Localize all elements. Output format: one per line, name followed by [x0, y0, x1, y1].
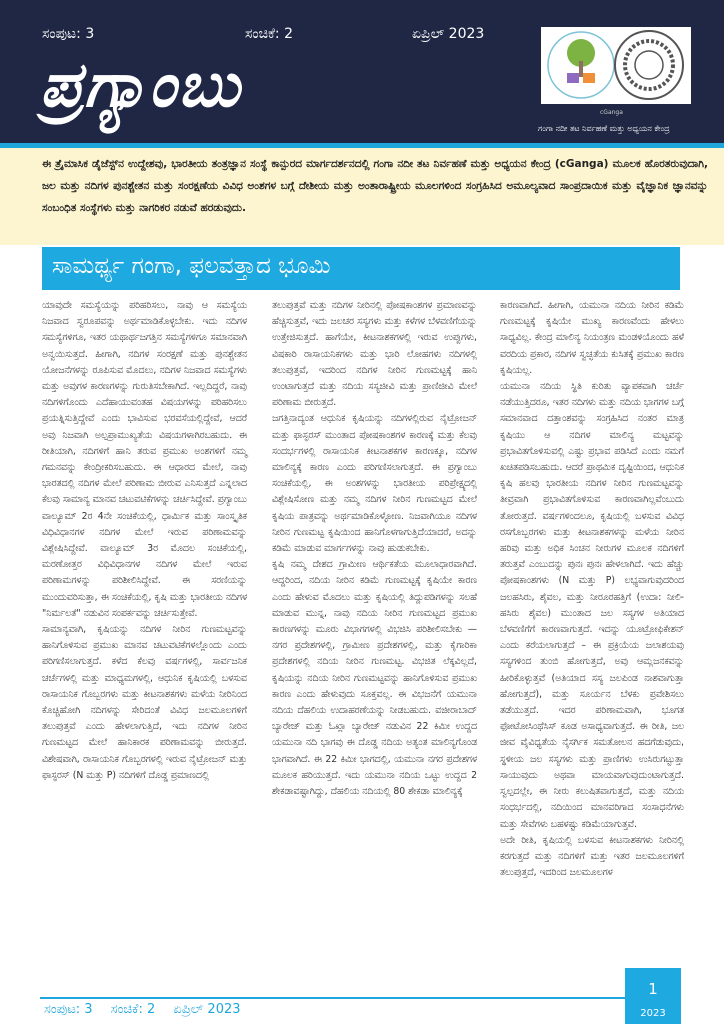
- intro-box: [0, 148, 724, 245]
- masthead-header: [0, 0, 724, 143]
- footer-issue: ಸಂಚಿಕೆ: 2: [110, 1002, 156, 1017]
- article-column-1: [42, 298, 247, 784]
- paragraph: ಯಾವುದೇ ಸಮಸ್ಯೆಯನ್ನು ಪರಿಹರಿಸಲು, ನಾವು ಆ ಸಮಸ್ಯೆಯ ನಿಜವಾದ ಸ್ವರೂಪವನ್ನು ಅರ್ಥಮಾಡಿಕೊಳ್ಳಬೇಕು. ಇದು ನದಿಗಳ ಸಮಸ್ಯೆಗಳಿಗೂ, ಇತರ ಯಥಾರ್ಥಜಗತ್ತಿನ ಸಮಸ್ಯೆಗಳಿಗೂ ಸಮಾನವಾಗಿ ಅನ್ವಯಿಸುತ್ತದೆ. ಹೀಗಾಗಿ, ನದಿಗಳ ಸಂರಕ್ಷಣೆ ಮತ್ತು ಪುನಶ್ಚೇತನ ಯೋಜನೆಗಳನ್ನು ರೂಪಿಸುವ ಮೊದಲು, ನದಿಗಳ ನಿಜವಾದ ಸಮಸ್ಯೆಗಳು ಮತ್ತು ಅವುಗಳ ಕಾರಣಗಳನ್ನು ಗುರುತಿಸಬೇಕಾಗಿದೆ. ಇಲ್ಲದಿದ್ದರೆ, ನಾವು ನದಿಗಳಿಗೊಂದು ಎದೆಹಾಯುವಂತಹ ವಿಷಯಗಳನ್ನು ಪರಿಹರಿಸಲು ಪ್ರಯತ್ನಿಸುತ್ತಿದ್ದೇವೆ ಎಂದು ಭಾವಿಸುವ ಭರವಸೆಯಲ್ಲಿದ್ದೇವೆ, ಆದರೆ ಅವು ನಿಜವಾಗಿ ಅಲ್ಪಪ್ರಾಮುಖ್ಯತೆಯ ವಿಷಯಗಳಾಗಿರಬಹುದು. ಈ ರೀತಿಯಾಗಿ, ನದಿಗಳಿಗೆ ಹಾನಿ ತರುವ ಪ್ರಮುಖ ಅಂಶಗಳಿಗೆ ನಮ್ಮ ಗಮನವನ್ನು ಕೇಂದ್ರೀಕರಿಸಬಹುದು. ಈ ಆಧಾರದ ಮೇಲೆ, ನಾವು ಭಾರತದಲ್ಲಿ ನದಿಗಳ ಮೇಲೆ ಪರಿಣಾಮ ಬೀರುವ ಎನಿಸುತ್ತದೆ ಎನ್ನಲಾದ ಕೆಲವು ಸಾಮಾನ್ಯ ಮಾನವ ಚಟುವಟಿಕೆಗಳನ್ನು ಚರ್ಚಿಸಿದ್ದೇವೆ. ಪ್ರಗ್ಯಾಂಬು ವಾಲ್ಯೂಮ್ 2ರ 4ನೇ ಸಂಚಿಕೆಯಲ್ಲಿ, ಧಾರ್ಮಿಕ ಮತ್ತು ಸಾಂಸ್ಕೃತಿಕ ವಿಧಿವಿಧಾನಗಳ ನದಿಗಳ ಮೇಲೆ ಇರುವ ಪರಿಣಾಮವನ್ನು ವಿಶ್ಲೇಷಿಸಿದ್ದೇವೆ. ವಾಲ್ಯೂಮ್ 3ರ ಮೊದಲ ಸಂಚಿಕೆಯಲ್ಲಿ, ಮರಣೋತ್ತರ ವಿಧಿವಿಧಾನಗಳ ನದಿಗಳ ಮೇಲೆ ಇರುವ ಪರಿಣಾಮಗಳನ್ನು ಪರಿಶೀಲಿಸಿದ್ದೇವೆ. ಈ ಸರಣಿಯನ್ನು ಮುಂದುವರಿಸುತ್ತಾ, ಈ ಸಂಚಿಕೆಯಲ್ಲಿ, ಕೃಷಿ ಮತ್ತು ಭಾರತೀಯ ನದಿಗಳ "ನಿರ್ಮಲತೆ" ನಡುವಿನ ಸಂಪರ್ಕವನ್ನು ಚರ್ಚಿಸುತ್ತೇವೆ.: [42, 300, 247, 619]
- paragraph: ಸಾಮಾನ್ಯವಾಗಿ, ಕೃಷಿಯನ್ನು ನದಿಗಳ ನೀರಿನ ಗುಣಮಟ್ಟವನ್ನು ಹಾನಿಗೊಳಿಸುವ ಪ್ರಮುಖ ಮಾನವ ಚಟುವಟಿಕೆಗಳಲ್ಲೊಂದು ಎಂದು ಪರಿಗಣಿಸಲಾಗುತ್ತದೆ. ಕಳೆದ ಕೆಲವು ವರ್ಷಗಳಲ್ಲಿ, ಸಾರ್ವಜನಿಕ ಚರ್ಚೆಗಳಲ್ಲಿ ಮತ್ತು ಮಾಧ್ಯಮಗಳಲ್ಲಿ, ಆಧುನಿಕ ಕೃಷಿಯಲ್ಲಿ ಬಳಸುವ ರಾಸಾಯನಿಕ ಗೊಬ್ಬರಗಳು ಮತ್ತು ಕೀಟನಾಶಕಗಳು ಮಳೆಯ ನೀರಿನಿಂದ ಕೊಚ್ಚಿಹೋಗಿ ನದಿಗಳನ್ನು ಸೇರಿದಂತೆ ವಿವಿಧ ಜಲಮೂಲಗಳಿಗೆ ತಲುಪುತ್ತವೆ ಎಂದು ಹೇಳಲಾಗುತ್ತಿದೆ, ಇದು ನದಿಗಳ ನೀರಿನ ಗುಣಮಟ್ಟದ ಮೇಲೆ ಹಾನಿಕಾರಕ ಪರಿಣಾಮವನ್ನು ಬೀರುತ್ತದೆ. ವಿಶೇಷವಾಗಿ, ರಾಸಾಯನಿಕ ಗೊಬ್ಬರಗಳಲ್ಲಿ ಇರುವ ನೈಟ್ರೋಜನ್ ಮತ್ತು ಫಾಸ್ಫರಸ್ (N ಮತ್ತು P) ನದಿಗಳಿಗೆ ದೊಡ್ಡ ಪ್ರಮಾಣದಲ್ಲಿ: [42, 624, 247, 781]
- volume-label: ಸಂಪುಟ: 3: [42, 26, 95, 42]
- center-name: ಗಂಗಾ ನದೀ ತಟ ನಿರ್ವಹಣೆ ಮತ್ತು ಅಧ್ಯಯನ ಕೇಂದ್ರ: [538, 124, 670, 133]
- page-number-box: [625, 968, 681, 1024]
- paragraph: ಜಗತ್ತಿನಾದ್ಯಂತ ಆಧುನಿಕ ಕೃಷಿಯನ್ನು ನದಿಗಳಲ್ಲಿರುವ ನೈಟ್ರೋಜನ್ ಮತ್ತು ಫಾಸ್ಫರಸ್ ಮುಂತಾದ ಪೋಷಕಾಂಶಗಳ ಕಾರಣಕ್ಕೆ ಮತ್ತು ಕೆಲವು ಸಂದರ್ಭಗಳಲ್ಲಿ ರಾಸಾಯನಿಕ ಕೀಟನಾಶಕಗಳ ಕಾರಣಕ್ಕೂ, ನದಿಗಳ ಮಾಲಿನ್ಯಕ್ಕೆ ಕಾರಣ ಎಂದು ಪರಿಗಣಿಸಲಾಗುತ್ತದೆ. ಈ ಪ್ರಗ್ಯಾಂಬು ಸಂಚಿಕೆಯಲ್ಲಿ, ಈ ಅಂಶಗಳನ್ನು ಭಾರತೀಯ ಪರಿಪ್ರೇಕ್ಷ್ಯದಲ್ಲಿ ವಿಶ್ಲೇಷಿಸೋಣ ಮತ್ತು ನಮ್ಮ ನದಿಗಳ ನೀರಿನ ಗುಣಮಟ್ಟದ ಮೇಲೆ ಕೃಷಿಯ ಪಾತ್ರವನ್ನು ಅರ್ಥಮಾಡಿಕೊಳ್ಳೋಣ. ನಿಜವಾಗಿಯೂ ನದಿಗಳ ನೀರಿನ ಗುಣಮಟ್ಟ ಕೃಷಿಯಿಂದ ಹಾನಿಗೊಳಗಾಗುತ್ತಿದೆಯಾದರೆ, ಅದನ್ನು ಕಡಿಮೆ ಮಾಡುವ ಮಾರ್ಗಗಳನ್ನು ನಾವು ಹುಡುಕಬೇಕು.: [272, 413, 477, 555]
- footer-info: [44, 1002, 255, 1017]
- paragraph: ಕಾರಣವಾಗಿದೆ. ಹೀಗಾಗಿ, ಯಮುನಾ ನದಿಯ ನೀರಿನ ಕಡಿಮೆ ಗುಣಮಟ್ಟಕ್ಕೆ ಕೃಷಿಯೇ ಮುಖ್ಯ ಕಾರಣವೆಂದು ಹೇಳಲು ಸಾಧ್ಯವಿಲ್ಲ. ಕೇಂದ್ರ ಮಾಲಿನ್ಯ ನಿಯಂತ್ರಣ ಮಂಡಳಿಯೊಂದು ಹಳೆ ವರದಿಯ ಪ್ರಕಾರ, ನದಿಗಳ ಸ್ವಚ್ಛತೆಯ ಕುಸಿತಕ್ಕೆ ಪ್ರಮುಖ ಕಾರಣ ಕೃಷಿಯಲ್ಲ.: [500, 300, 684, 376]
- newsletter-title: ಪ್ರಗ್ಯಾಂಬು: [40, 48, 242, 121]
- page-year: 2023: [640, 1008, 666, 1019]
- page-number: 1: [648, 980, 658, 998]
- article-title-bar: [42, 247, 680, 290]
- intro-text: ಈ ತ್ರೈಮಾಸಿಕ ಡೈಜೆಸ್ಟ್‌ನ ಉದ್ದೇಶವು, ಭಾರತೀಯ ತಂತ್ರಜ್ಞಾನ ಸಂಸ್ಥೆ ಕಾನ್ಪುರದ ಮಾರ್ಗದರ್ಶನದಲ್ಲಿ ಗಂಗಾ ನದೀ ತಟ ನಿರ್ವಹಣೆ ಮತ್ತು ಅಧ್ಯಯನ ಕೇಂದ್ರ (cGanga) ಮೂಲಕ ಹೊರತರುವುದಾಗಿ, ಜಲ ಮತ್ತು ನದಿಗಳ ಪುನಶ್ಚೇತನ ಮತ್ತು ಸಂರಕ್ಷಣೆಯ ವಿವಿಧ ಅಂಶಗಳ ಬಗ್ಗೆ ದೇಶೀಯ ಮತ್ತು ಅಂತಾರಾಷ್ಟ್ರೀಯ ಮೂಲಗಳಿಂದ ಸಂಗ್ರಹಿಸಿದ ಅಮೂಲ್ಯವಾದ ಸಾಂಪ್ರದಾಯಿಕ ಮತ್ತು ವೈಜ್ಞಾನಿಕ ಜ್ಞಾನವನ್ನು ಸಂಬಂಧಿತ ಸಂಸ್ಥೆಗಳು ಮತ್ತು ನಾಗರಿಕರ ನಡುವೆ ಹರಡುವುದು.: [42, 158, 708, 214]
- footer-date: ಏಪ್ರಿಲ್ 2023: [173, 1002, 241, 1017]
- paragraph: ಯಮುನಾ ನದಿಯ ಸ್ಥಿತಿ ಕುರಿತು ವ್ಯಾಪಕವಾಗಿ ಚರ್ಚೆ ನಡೆಯುತ್ತಿದರೂ, ಇತರ ನದಿಗಳು ಮತ್ತು ನದಿಯ ಭಾಗಗಳ ಬಗ್ಗೆ ಸಮಾನವಾದ ದತ್ತಾಂಶವನ್ನು ಸಂಗ್ರಹಿಸಿದ ನಂತರ ಮಾತ್ರ ಕೃಷಿಯು ಆ ನದಿಗಳ ಮಾಲಿನ್ಯ ಮಟ್ಟವನ್ನು ಪ್ರಭಾವಿತಗೊಳಿಸುವಲ್ಲಿ ಎಷ್ಟು ಪ್ರಭಾವ ಪಡಿಸಿದೆ ಎಂದು ನಮಗೆ ಖಚಿತಪಡಿಸಬಹುದು. ಆದರೆ ಪ್ರಾಥಮಿಕ ದೃಷ್ಟಿಯಿಂದ, ಆಧುನಿಕ ಕೃಷಿ ಹಲವು ಭಾರತೀಯ ನದಿಗಳ ನೀರಿನ ಗುಣಮಟ್ಟವನ್ನು ತೀವ್ರವಾಗಿ ಪ್ರಭಾವಿತಗೊಳಿಸುವ ಕಾರಣವಾಗಿಲ್ಲವೆಂಬುದು ತೋರುತ್ತದೆ. ವರ್ಷಗಳಿಂದಲೂ, ಕೃಷಿಯಲ್ಲಿ ಬಳಸುವ ವಿವಿಧ ರಸಗೊಬ್ಬರಗಳು ಮತ್ತು ಕೀಟನಾಶಕಗಳನ್ನು ಮಳೆಯ ನೀರಿನ ಹರಿವು ಮತ್ತು ಅಧಿಕ ಸಿಂಚನ ನೀರುಗಳ ಮೂಲಕ ನದಿಗಳಿಗೆ ತರುತ್ತವೆ ಎಂಬುದನ್ನು ಪುನಃ ಪುನಃ ಹೇಳಲಾಗಿದೆ. ಇದು ಹೆಚ್ಚು ಪೋಷಕಾಂಶಗಳು (N ಮತ್ತು P) ಲಭ್ಯವಾಗುವುದರಿಂದ ಜಲಹಸಿರು, ಶೈವಲ, ಮತ್ತು ನೀರೂರಹತ್ತಿಗೆ (ಉದಾ: ನೀಲಿ-ಹಸಿರು ಶೈವಲ) ಮುಂತಾದ ಜಲ ಸಸ್ಯಗಳ ಅತಿಯಾದ ಬೆಳವಣಿಗೆಗೆ ಕಾರಣವಾಗುತ್ತದೆ. ಇದನ್ನು ಯೂಟ್ರೋಫಿಕೇಶನ್ ಎಂದು ಕರೆಯಲಾಗುತ್ತದೆ – ಈ ಪ್ರಕ್ರಿಯೆಯ ಜಲಾಶಯವು ಸಸ್ಯಗಳಿಂದ ತುಂಬಿ ಹೋಗುತ್ತದೆ, ಅವು ಆಮ್ಲಜನಕವನ್ನು ಹೀರಿಕೊಳ್ಳುತ್ತವೆ (ಅತಿಯಾದ ಸಸ್ಯ ಜಲಪಿಂಡ ನಾಶವಾಗುತ್ತಾ ಹೋಗುತ್ತದೆ), ಮತ್ತು ಸೂರ್ಯನ ಬೆಳಕು ಪ್ರವೇಶಿಸಲು ತಡೆಯುತ್ತದೆ. ಇದರ ಪರಿಣಾಮವಾಗಿ, ಭೂಗತ ಫೋಟೋಸಿಂಥೆಸಿಸ್ ಕೂಡ ಅಸಾಧ್ಯವಾಗುತ್ತದೆ. ಈ ರೀತಿ, ಜಲ ಜೀವ ವೈವಿಧ್ಯತೆಯ ನೈಸರ್ಗಿಕ ಸಮತೋಲನ ಹದಗೆಡುವುದು, ಸ್ಥಳೀಯ ಜಲ ಸಸ್ಯಗಳು ಮತ್ತು ಪ್ರಾಣಿಗಳು ಉಸಿರುಗಟ್ಟುತ್ತಾ ಸಾಯುವುದು ಅಥವಾ ಮಾಯವಾಗುವುದುಂಟಾಗುತ್ತದೆ. ಸ್ವಲ್ಪದಲ್ಲೇ, ಈ ನೀರು ಕಲುಷಿತವಾಗುತ್ತದೆ, ಮತ್ತು ನದಿಯ ಸಂಧರ್ಭದಲ್ಲಿ, ನದಿಯಿಂದ ಮಾನವರಿಗಾದ ಸಂಸಾಧನೆಗಳು ಮತ್ತು ಸೇವೆಗಳು ಬಹಳಷ್ಟು ಕಡಿಮೆಯಾಗುತ್ತವೆ.: [500, 381, 684, 830]
- cganga-iitk-logo: [541, 27, 691, 104]
- footer-divider: [40, 997, 625, 999]
- logo-caption: cGanga: [600, 109, 623, 116]
- article-title: ಸಾಮರ್ಥ್ಯ ಗಂಗಾ, ಫಲವತ್ತಾದ ಭೂಮಿ: [52, 253, 331, 279]
- paragraph: ಅದೇ ರೀತಿ, ಕೃಷಿಯಲ್ಲಿ ಬಳಸುವ ಕೀಟನಾಶಕಗಳು ನೀರಿನಲ್ಲಿ ಕರಗುತ್ತದೆ ಮತ್ತು ನದಿಗಳಿಗೆ ಮತ್ತು ಇತರ ಜಲಮೂಲಗಳಿಗೆ ತಲುಪುತ್ತದೆ, ಇದರಿಂದ ಜಲಮೂಲಗಳ: [500, 834, 684, 879]
- issue-label: ಸಂಚಿಕೆ: 2: [245, 26, 293, 42]
- date-label: ಏಪ್ರಿಲ್ 2023: [412, 26, 485, 42]
- footer-volume: ಸಂಪುಟ: 3: [44, 1002, 93, 1017]
- article-column-2: [272, 298, 477, 800]
- paragraph: ತಲುಪುತ್ತವೆ ಮತ್ತು ನದಿಗಳ ನೀರಿನಲ್ಲಿ ಪೋಷಕಾಂಶಗಳ ಪ್ರಮಾಣವನ್ನು ಹೆಚ್ಚಿಸುತ್ತವೆ, ಇದು ಜಲಚರ ಸಸ್ಯಗಳು ಮತ್ತು ಕಳೆಗಳ ಬೆಳವಣಿಗೆಯನ್ನು ಉತ್ತೇಜಿಸುತ್ತದೆ. ಹಾಗೆಯೇ, ಕೀಟನಾಶಕಗಳಲ್ಲಿ ಇರುವ ಉಪ್ಪುಗಳು, ವಿಷಕಾರಿ ರಾಸಾಯನಿಕಗಳು ಮತ್ತು ಭಾರಿ ಲೋಹಗಳು ನದಿಗಳಲ್ಲಿ ತಲುಪುತ್ತವೆ, ಇದರಿಂದ ನದಿಗಳ ನೀರಿನ ಗುಣಮಟ್ಟಕ್ಕೆ ಹಾನಿ ಉಂಟಾಗುತ್ತದೆ ಮತ್ತು ನದಿಯ ಸಸ್ಯಜೀವಿ ಮತ್ತು ಪ್ರಾಣಿಜೀವಿ ಮೇಲೆ ಪರಿಣಾಮ ಬೀರುತ್ತದೆ.: [272, 300, 477, 409]
- article-column-3: [500, 298, 684, 881]
- paragraph: ಕೃಷಿ ನಮ್ಮ ದೇಶದ ಗ್ರಾಮೀಣ ಆರ್ಥಿಕತೆಯ ಮೂಲಾಧಾರವಾಗಿದೆ. ಆದ್ದರಿಂದ, ನದಿಯ ನೀರಿನ ಕಡಿಮೆ ಗುಣಮಟ್ಟಕ್ಕೆ ಕೃಷಿಯೇ ಕಾರಣ ಎಂದು ಹೇಳುವ ಮೊದಲು ಮತ್ತು ಕೃಷಿಯಲ್ಲಿ ತಿದ್ದುಪಡಿಗಳನ್ನು ಸಲಹೆ ಮಾಡುವ ಮುನ್ನ, ನಾವು ನದಿಯ ನೀರಿನ ಗುಣಮಟ್ಟದ ಪ್ರಮುಖ ಕಾರಣಗಳನ್ನು ಮೂರು ವಿಭಾಗಗಳಲ್ಲಿ ವಿಭಜಿಸಿ ಪರಿಶೀಲಿಸಬೇಕು — ನಗರ ಪ್ರದೇಶಗಳಲ್ಲಿ, ಗ್ರಾಮೀಣ ಪ್ರದೇಶಗಳಲ್ಲಿ, ಮತ್ತು ಕೈಗಾರಿಕಾ ಪ್ರದೇಶಗಳಲ್ಲಿ ನದಿಯ ನೀರಿನ ಗುಣಮಟ್ಟ. ವಿಭಜಿತ ಲೆಕ್ಕವಿಲ್ಲದೆ, ಕೃಷಿಯನ್ನು ನದಿಯ ನೀರಿನ ಗುಣಮಟ್ಟವನ್ನು ಹಾನಿಗೊಳಿಸುವ ಪ್ರಮುಖ ಕಾರಣ ಎಂದು ಹೇಳುವುದು ಸೂಕ್ತವಲ್ಲ. ಈ ವಿಭಜನೆಗೆ ಯಮುನಾ ನದಿಯ ದೆಹಲಿಯ ಉದಾಹರಣೆಯನ್ನು ನೀಡಬಹುದು. ವಜೀರಾಬಾದ್ ಬ್ಯಾರೇಜ್ ಮತ್ತು ಓಖ್ಲಾ ಬ್ಯಾರೇಜ್ ನಡುವಿನ 22 ಕಿಮೀ ಉದ್ದದ ಯಮುನಾ ನದಿ ಭಾಗವು ಈ ದೊಡ್ಡ ನದಿಯ ಅತ್ಯಂತ ಮಾಲಿನ್ಯಗೊಂಡ ಭಾಗವಾಗಿದೆ. ಈ 22 ಕಿಮೀ ಭಾಗದಲ್ಲಿ, ಯಮುನಾ ನಗರ ಪ್ರದೇಶಗಳ ಮೂಲಕ ಹರಿಯುತ್ತದೆ. ಇದು ಯಮುನಾ ನದಿಯ ಒಟ್ಟು ಉದ್ದದ 2 ಶೇಕಡಾವಷ್ಟಾಗಿದ್ದು, ದೆಹಲಿಯ ನದಿಯಲ್ಲಿ 80 ಶೇಕಡಾ ಮಾಲಿನ್ಯಕ್ಕೆ: [272, 559, 477, 798]
